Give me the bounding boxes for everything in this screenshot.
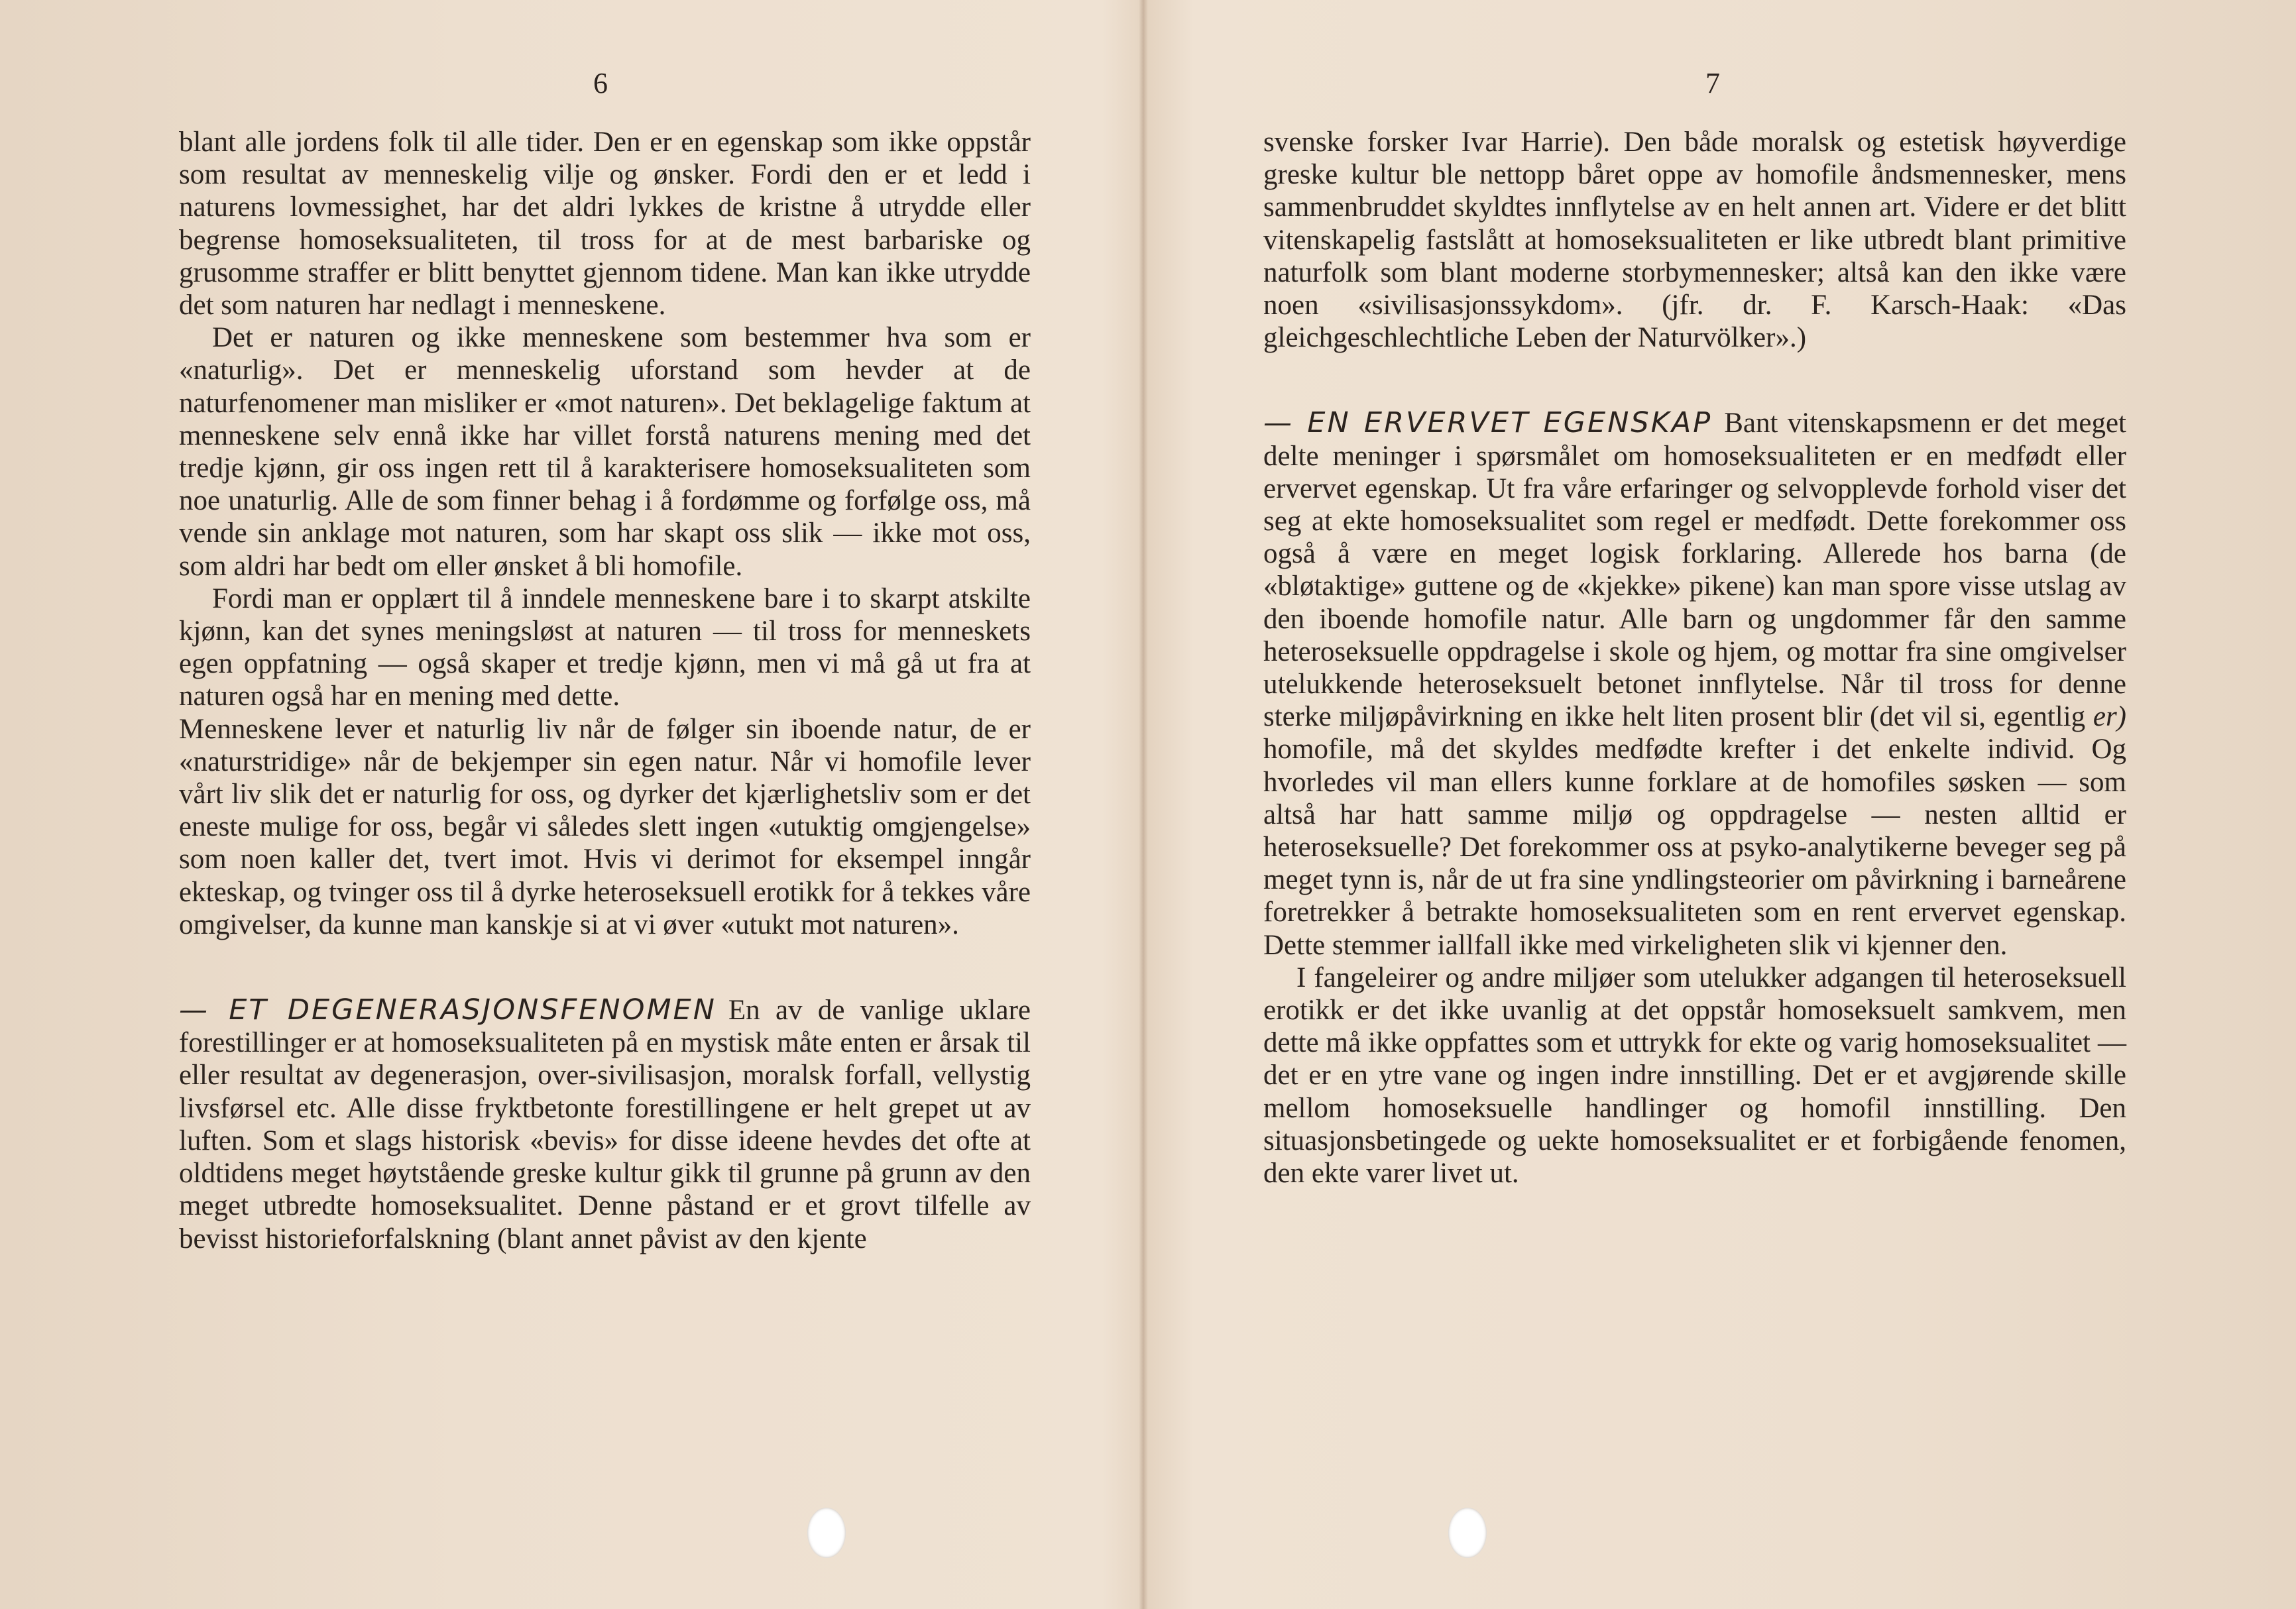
section-heading: — EN ERVERVET EGENSKAP <box>1263 406 1713 440</box>
page-number: 6 <box>593 67 608 99</box>
paragraph: blant alle jordens folk til alle tider. Den er en egenskap som ikke oppstår som resultat av menneskelig vilje og ønsker. Fordi den er et ledd i naturens lovmessighet, har det aldri lykkes de kristne å utrydde eller begrense homoseksualiteten, til tross for at de mest barbariske og grusomme straffer er blitt benyttet gjennom tidene. Man kan ikke utrydde det som naturen har nedlagt i menneskene. <box>179 127 1031 321</box>
punch-hole <box>1448 1508 1487 1558</box>
section-text: Bant vitenskapsmenn er det meget delte meninger i spørsmålet om homoseksualiteten er en medfødt eller ervervet egenskap. Ut fra våre erfaringer og selvopplevde forhold viser det seg at ekte homoseksualitet som regel er medfødt. Dette forekommer oss også å være en meget logisk forklaring. Allerede hos barna (de «bløtaktige» guttene og de «kjekke» pikene) kan man spore visse utslag av den iboende homofile natur. Alle barn og ungdommer får den samme heteroseksuelle oppdragelse i skole og hjem, og mottar fra sine omgivelser utelukkende heteroseksuelt betonet innflytelse. Når til tross for denne sterke miljøpåvirkning en ikke helt liten prosent blir (det vil si, egentlig <box>1263 408 2126 733</box>
section-heading: — ET DEGENERASJONSFENOMEN <box>179 993 717 1027</box>
page-text <box>179 126 1031 1255</box>
left-page <box>0 0 1139 1609</box>
section-paragraph <box>1263 407 2126 961</box>
punch-hole <box>807 1508 846 1558</box>
page-text <box>1263 126 2126 1190</box>
emphasis-text: er) <box>2093 701 2126 733</box>
section-text: homofile, må det skyldes medfødte krefter i det enkelte individ. Og hvorledes vil man ellers kunne forklare at de homofiles søsken — som altså har hatt samme miljø og oppdragelse — nesten alltid er heteroseksuelle? Det forekommer oss at psyko-analytikerne beveger seg på meget tynn is, når de ut fra sine yndlingsteorier om påvirkning i barneårene foretrekker å betrakte homoseksualiteten som en rent ervervet egenskap. Dette stemmer iallfall ikke med virkeligheten slik vi kjenner den. <box>1263 734 2126 961</box>
paragraph: I fangeleirer og andre miljøer som utelukker adgangen til heteroseksuell erotikk er det ikke uvanlig at det oppstår homoseksuelt samkvem, men dette må ikke oppfattes som et uttrykk for ekte og varig homoseksualitet — det er en ytre vane og ingen indre innstilling. Det er et avgjørende skille mellom homoseksuelle handlinger og homofil innstilling. Den situasjonsbetingede og uekte homoseksualitet er et forbigående fenomen, den ekte varer livet ut. <box>1263 962 2126 1190</box>
paragraph: Menneskene lever et naturlig liv når de følger sin iboende natur, de er «naturstridige» når de bekjemper sin egen natur. Når vi homofile lever vårt liv slik det er naturlig for oss, og dyrker det kjærlighetsliv som er det eneste mulige for oss, begår vi således slett ingen «utuktig omgjengelse» som noen kaller det, tvert imot. Hvis vi derimot for eksempel inngår ekteskap, og tvinger oss til å dyrke heteroseksuell erotikk for å tekkes våre omgivelser, da kunne man kanskje si at vi øver «utukt mot naturen». <box>179 713 1031 940</box>
section-gap <box>179 941 1031 994</box>
page-number: 7 <box>1705 67 1720 99</box>
paragraph: Fordi man er opplært til å inndele menneskene bare i to skarpt atskilte kjønn, kan det synes meningsløst at naturen — til tross for menneskets egen oppfatning — også skaper et tredje kjønn, men vi må gå ut fra at naturen også har en mening med dette. <box>179 583 1031 712</box>
section-gap <box>1263 354 2126 407</box>
section-text: En av de vanlige uklare forestillinger er at homoseksualiteten på en mystisk måte enten er årsak til eller resultat av degenerasjon, over-sivilisasjon, moralsk forfall, vellystig livsførsel etc. Alle disse fryktbetonte forestillingene er helt grepet ut av luften. Som et slags historisk «bevis» for disse ideene hevdes det ofte at oldtidens meget høytstående greske kultur gikk til grunne på grunn av den meget utbredte homoseksualitet. Denne påstand er et grovt tilfelle av bevisst historieforfalskning (blant annet påvist av den kjente <box>179 995 1031 1254</box>
book-gutter <box>1139 0 1148 1609</box>
paragraph: Det er naturen og ikke menneskene som bestemmer hva som er «naturlig». Det er menneskelig uforstand som hevder at de naturfenomener man misliker er «mot naturen». Det beklagelige faktum at menneskene selv ennå ikke har villet forstå naturens mening med det tredje kjønn, gir oss ingen rett til å karakterisere homoseksualiteten som noe unaturlig. Alle de som finner behag i å fordømme og forfølge oss, må vende sin anklage mot naturen, som har skapt oss slik — ikke mot oss, som aldri har bedt om eller ønsket å bli homofile. <box>179 322 1031 582</box>
right-page <box>1148 0 2296 1609</box>
section-paragraph <box>179 994 1031 1255</box>
paragraph: svenske forsker Ivar Harrie). Den både moralsk og estetisk høyverdige greske kultur ble nettopp båret oppe av homofile åndsmennesker, mens sammenbruddet skyldtes innflytelse av en helt annen art. Videre er det blitt vitenskapelig fastslått at homoseksualiteten er like utbredt blant primitive naturfolk som blant moderne storbymennesker; altså kan den ikke være noen «sivilisasjonssykdom». (jfr. dr. F. Karsch-Haak: «Das gleichgeschlechtliche Leben der Naturvölker».) <box>1263 127 2126 354</box>
